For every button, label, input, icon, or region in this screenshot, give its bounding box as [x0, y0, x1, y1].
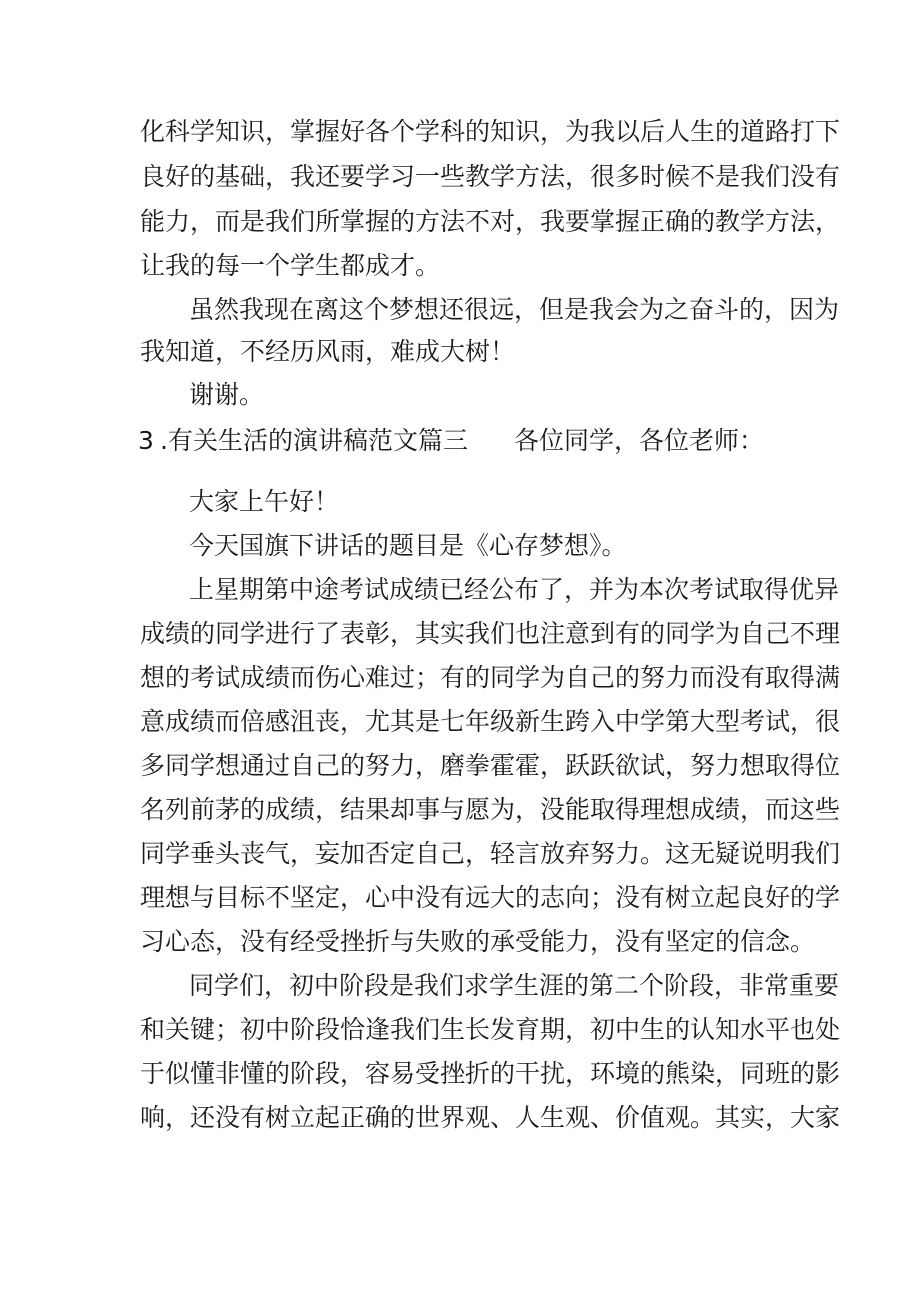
text-line: 名列前茅的成绩，结果却事与愿为，没能取得理想成绩，而这些 — [140, 795, 841, 824]
text-line: 想的考试成绩而伤心难过；有的同学为自己的努力而没有取得满 — [140, 663, 841, 692]
text-line: 习心态，没有经受挫折与失败的承受能力，没有坚定的信念。 — [140, 927, 816, 956]
thanks-text: 谢谢。 — [189, 380, 265, 409]
text-line: 理想与目标不坚定，心中没有远大的志向；没有树立起良好的学 — [140, 883, 841, 912]
text-line: 上星期第中途考试成绩已经公布了，并为本次考试取得优异 — [189, 575, 840, 604]
section-title: .有关生活的演讲稿范文篇三 — [160, 426, 468, 455]
text-line: 同学垂头丧气，妄加否定自己，轻言放弃努力。这无疑说明我们 — [140, 839, 841, 868]
text-line: 让我的每一个学生都成才。 — [140, 251, 441, 280]
greeting-text: 各位同学，各位老师： — [514, 426, 765, 455]
section-number: 3 — [138, 426, 154, 455]
text-line: 化科学知识，掌握好各个学科的知识，为我以后人生的道路打下 — [140, 117, 841, 146]
topic-text: 今天国旗下讲话的题目是《心存梦想》。 — [189, 531, 627, 560]
text-line: 虽然我现在离这个梦想还很远，但是我会为之奋斗的，因为 — [189, 295, 840, 324]
text-line: 能力，而是我们所掌握的方法不对，我要掌握正确的教学方法， — [140, 207, 841, 236]
morning-text: 大家上午好！ — [189, 487, 340, 516]
text-line: 我知道，不经历风雨，难成大树！ — [140, 337, 516, 366]
text-line: 良好的基础，我还要学习一些教学方法，很多时候不是我们没有 — [140, 162, 841, 191]
text-line: 成绩的同学进行了表彰，其实我们也注意到有的同学为自己不理 — [140, 619, 841, 648]
text-line: 多同学想通过自己的努力，磨拳霍霍，跃跃欲试，努力想取得位 — [140, 751, 841, 780]
text-line: 意成绩而倍感沮丧，尤其是七年级新生跨入中学第大型考试，很 — [140, 707, 841, 736]
text-line: 同学们，初中阶段是我们求学生涯的第二个阶段，非常重要 — [189, 971, 840, 1000]
text-line: 于似懂非懂的阶段，容易受挫折的干扰，环境的熊染，同班的影 — [140, 1059, 841, 1088]
text-line: 和关键；初中阶段恰逢我们生长发育期，初中生的认知水平也处 — [140, 1015, 841, 1044]
text-line: 响，还没有树立起正确的世界观、人生观、价值观。其实，大家 — [140, 1103, 841, 1132]
